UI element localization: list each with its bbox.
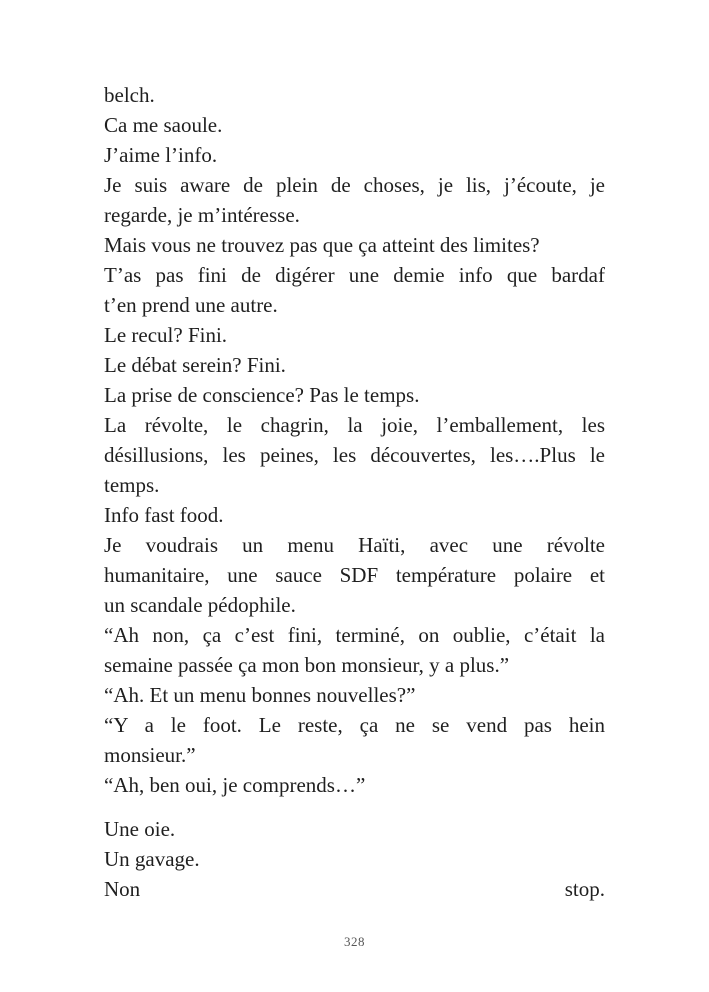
paragraph xyxy=(104,380,605,410)
text-line: “Ah. Et un menu bonnes nouvelles?” xyxy=(104,683,416,707)
split-word: Non xyxy=(104,877,141,901)
paragraph xyxy=(104,320,605,350)
paragraph xyxy=(104,874,605,904)
paragraph xyxy=(104,770,605,800)
page-number: 328 xyxy=(344,934,365,949)
paragraph xyxy=(104,680,605,710)
text-line: “Ah non, ça c’est fini, terminé, on oublie, c’était la xyxy=(104,623,605,647)
text-line: monsieur.” xyxy=(104,743,196,767)
paragraph xyxy=(104,140,605,170)
text-line: “Ah, ben oui, je comprends…” xyxy=(104,773,366,797)
paragraph xyxy=(104,844,605,874)
paragraph xyxy=(104,230,605,260)
text-line: Le recul? Fini. xyxy=(104,323,228,347)
text-line: “Y a le foot. Le reste, ça ne se vend pas hein xyxy=(104,713,605,737)
split-word: stop. xyxy=(564,877,605,901)
paragraph xyxy=(104,620,605,680)
text-line: Mais vous ne trouvez pas que ça atteint des limites? xyxy=(104,233,540,257)
text-line: La prise de conscience? Pas le temps. xyxy=(104,383,420,407)
text-line: Ca me saoule. xyxy=(104,113,223,137)
text-line: humanitaire, une sauce SDF température polaire et xyxy=(104,563,605,587)
paragraph xyxy=(104,170,605,230)
text-line: t’en prend une autre. xyxy=(104,293,278,317)
paragraph xyxy=(104,80,605,110)
text-line: Info fast food. xyxy=(104,503,224,527)
text-line: semaine passée ça mon bon monsieur, y a plus.” xyxy=(104,653,510,677)
text-line: un scandale pédophile. xyxy=(104,593,296,617)
paragraph xyxy=(104,814,605,844)
text-line: regarde, je m’intéresse. xyxy=(104,203,300,227)
text-line: T’as pas fini de digérer une demie info que bardaf xyxy=(104,263,605,287)
text-line: désillusions, les peines, les découvertes, les….Plus le xyxy=(104,443,605,467)
text-line: Le débat serein? Fini. xyxy=(104,353,286,377)
text-line: J’aime l’info. xyxy=(104,143,218,167)
text-line-justified-split xyxy=(104,874,605,904)
paragraph xyxy=(104,500,605,530)
text-block xyxy=(104,80,605,904)
text-line: Je suis aware de plein de choses, je lis, j’écoute, je xyxy=(104,173,605,197)
paragraph xyxy=(104,350,605,380)
paragraph xyxy=(104,110,605,140)
paragraph xyxy=(104,410,605,500)
paragraph xyxy=(104,530,605,620)
paragraph xyxy=(104,710,605,770)
text-line: belch. xyxy=(104,83,155,107)
paragraph xyxy=(104,260,605,320)
text-line: Je voudrais un menu Haïti, avec une révolte xyxy=(104,533,605,557)
text-line: Un gavage. xyxy=(104,847,200,871)
text-line: La révolte, le chagrin, la joie, l’emballement, les xyxy=(104,413,605,437)
text-line: Une oie. xyxy=(104,817,176,841)
text-line: temps. xyxy=(104,473,160,497)
